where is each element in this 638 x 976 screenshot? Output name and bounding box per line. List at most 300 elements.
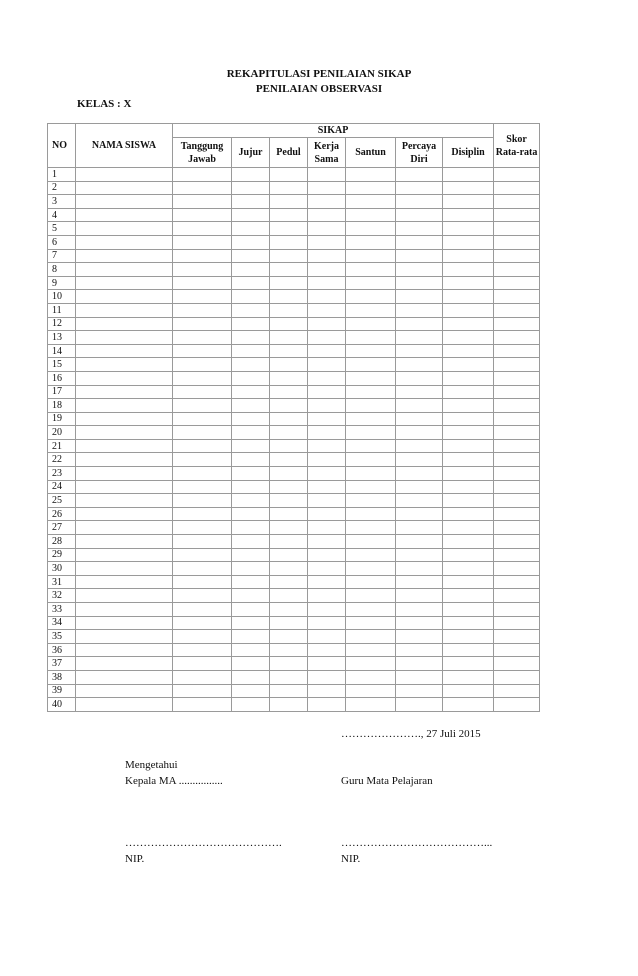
- empty-cell: [76, 575, 173, 589]
- empty-cell: [308, 235, 346, 249]
- empty-cell: [494, 480, 540, 494]
- empty-cell: [443, 208, 494, 222]
- empty-cell: [308, 657, 346, 671]
- empty-cell: [346, 249, 396, 263]
- empty-cell: [494, 439, 540, 453]
- empty-cell: [308, 208, 346, 222]
- empty-cell: [308, 643, 346, 657]
- empty-cell: [443, 494, 494, 508]
- empty-cell: [173, 684, 232, 698]
- empty-cell: [232, 208, 270, 222]
- row-number: 10: [48, 290, 76, 304]
- empty-cell: [173, 467, 232, 481]
- empty-cell: [346, 235, 396, 249]
- empty-cell: [308, 575, 346, 589]
- empty-cell: [270, 535, 308, 549]
- empty-cell: [396, 616, 443, 630]
- empty-cell: [232, 290, 270, 304]
- empty-cell: [173, 575, 232, 589]
- empty-cell: [443, 371, 494, 385]
- empty-cell: [443, 507, 494, 521]
- empty-cell: [173, 643, 232, 657]
- table-row: [48, 168, 540, 182]
- row-number: 20: [48, 426, 76, 440]
- empty-cell: [173, 453, 232, 467]
- table-row: [48, 657, 540, 671]
- empty-cell: [76, 507, 173, 521]
- empty-cell: [308, 303, 346, 317]
- empty-cell: [308, 562, 346, 576]
- empty-cell: [76, 657, 173, 671]
- empty-cell: [346, 630, 396, 644]
- empty-cell: [232, 684, 270, 698]
- empty-cell: [346, 548, 396, 562]
- empty-cell: [494, 412, 540, 426]
- empty-cell: [270, 399, 308, 413]
- empty-cell: [346, 195, 396, 209]
- empty-cell: [308, 263, 346, 277]
- empty-cell: [270, 195, 308, 209]
- empty-cell: [173, 535, 232, 549]
- kepala-label: Kepala MA ................: [125, 775, 223, 787]
- empty-cell: [76, 426, 173, 440]
- empty-cell: [270, 548, 308, 562]
- empty-cell: [76, 181, 173, 195]
- empty-cell: [346, 426, 396, 440]
- empty-cell: [308, 412, 346, 426]
- empty-cell: [346, 698, 396, 712]
- empty-cell: [173, 276, 232, 290]
- table-row: [48, 684, 540, 698]
- empty-cell: [270, 670, 308, 684]
- empty-cell: [270, 507, 308, 521]
- empty-cell: [232, 439, 270, 453]
- empty-cell: [76, 535, 173, 549]
- empty-cell: [396, 181, 443, 195]
- empty-cell: [173, 507, 232, 521]
- row-number: 12: [48, 317, 76, 331]
- empty-cell: [346, 643, 396, 657]
- empty-cell: [396, 535, 443, 549]
- empty-cell: [396, 589, 443, 603]
- header-nama-siswa: NAMA SISWA: [76, 124, 173, 168]
- row-number: 26: [48, 507, 76, 521]
- table-row: [48, 603, 540, 617]
- header-no: NO: [48, 124, 76, 168]
- empty-cell: [308, 684, 346, 698]
- empty-cell: [346, 358, 396, 372]
- empty-cell: [270, 480, 308, 494]
- empty-cell: [308, 698, 346, 712]
- row-number: 2: [48, 181, 76, 195]
- empty-cell: [232, 263, 270, 277]
- empty-cell: [76, 439, 173, 453]
- empty-cell: [494, 249, 540, 263]
- table-row: [48, 331, 540, 345]
- table-row: [48, 276, 540, 290]
- empty-cell: [494, 453, 540, 467]
- empty-cell: [232, 276, 270, 290]
- empty-cell: [346, 181, 396, 195]
- table-row: [48, 698, 540, 712]
- empty-cell: [494, 208, 540, 222]
- empty-cell: [308, 195, 346, 209]
- document-title: REKAPITULASI PENILAIAN SIKAP: [226, 68, 412, 80]
- empty-cell: [346, 222, 396, 236]
- empty-cell: [396, 684, 443, 698]
- table-row: [48, 344, 540, 358]
- row-number: 15: [48, 358, 76, 372]
- empty-cell: [396, 453, 443, 467]
- empty-cell: [173, 249, 232, 263]
- row-number: 6: [48, 235, 76, 249]
- empty-cell: [173, 439, 232, 453]
- signature-line-left: …………………………………….: [125, 837, 282, 849]
- empty-cell: [76, 616, 173, 630]
- empty-cell: [232, 616, 270, 630]
- empty-cell: [232, 575, 270, 589]
- empty-cell: [308, 439, 346, 453]
- empty-cell: [396, 290, 443, 304]
- empty-cell: [76, 317, 173, 331]
- empty-cell: [308, 222, 346, 236]
- empty-cell: [396, 249, 443, 263]
- empty-cell: [494, 317, 540, 331]
- row-number: 32: [48, 589, 76, 603]
- empty-cell: [396, 344, 443, 358]
- row-number: 11: [48, 303, 76, 317]
- empty-cell: [346, 303, 396, 317]
- table-row: [48, 535, 540, 549]
- empty-cell: [76, 208, 173, 222]
- empty-cell: [308, 467, 346, 481]
- empty-cell: [346, 263, 396, 277]
- assessment-table: [47, 123, 540, 712]
- row-number: 24: [48, 480, 76, 494]
- empty-cell: [308, 535, 346, 549]
- empty-cell: [232, 562, 270, 576]
- empty-cell: [232, 426, 270, 440]
- document-subtitle: PENILAIAN OBSERVASI: [255, 83, 383, 95]
- row-number: 29: [48, 548, 76, 562]
- empty-cell: [308, 385, 346, 399]
- empty-cell: [346, 480, 396, 494]
- table-row: [48, 562, 540, 576]
- nip-left: NIP.: [125, 853, 145, 865]
- empty-cell: [494, 603, 540, 617]
- empty-cell: [76, 467, 173, 481]
- empty-cell: [270, 317, 308, 331]
- empty-cell: [308, 548, 346, 562]
- empty-cell: [443, 603, 494, 617]
- empty-cell: [443, 358, 494, 372]
- empty-cell: [270, 290, 308, 304]
- empty-cell: [76, 494, 173, 508]
- empty-cell: [443, 670, 494, 684]
- row-number: 9: [48, 276, 76, 290]
- empty-cell: [346, 208, 396, 222]
- empty-cell: [308, 276, 346, 290]
- empty-cell: [76, 385, 173, 399]
- row-number: 17: [48, 385, 76, 399]
- empty-cell: [494, 371, 540, 385]
- empty-cell: [232, 657, 270, 671]
- empty-cell: [494, 276, 540, 290]
- empty-cell: [443, 331, 494, 345]
- empty-cell: [346, 603, 396, 617]
- empty-cell: [346, 507, 396, 521]
- row-number: 4: [48, 208, 76, 222]
- empty-cell: [270, 249, 308, 263]
- empty-cell: [232, 630, 270, 644]
- empty-cell: [270, 603, 308, 617]
- empty-cell: [270, 630, 308, 644]
- table-row: [48, 290, 540, 304]
- empty-cell: [443, 562, 494, 576]
- empty-cell: [270, 181, 308, 195]
- empty-cell: [232, 453, 270, 467]
- empty-cell: [396, 494, 443, 508]
- empty-cell: [346, 412, 396, 426]
- signature-line-right: …………………………………...: [341, 837, 493, 849]
- empty-cell: [173, 235, 232, 249]
- row-number: 34: [48, 616, 76, 630]
- empty-cell: [494, 643, 540, 657]
- empty-cell: [494, 521, 540, 535]
- empty-cell: [443, 249, 494, 263]
- empty-cell: [443, 317, 494, 331]
- empty-cell: [270, 684, 308, 698]
- empty-cell: [308, 371, 346, 385]
- empty-cell: [443, 195, 494, 209]
- empty-cell: [76, 344, 173, 358]
- empty-cell: [443, 548, 494, 562]
- empty-cell: [494, 494, 540, 508]
- empty-cell: [232, 507, 270, 521]
- empty-cell: [346, 467, 396, 481]
- empty-cell: [308, 168, 346, 182]
- row-number: 39: [48, 684, 76, 698]
- table-row: [48, 195, 540, 209]
- row-number: 16: [48, 371, 76, 385]
- empty-cell: [443, 222, 494, 236]
- empty-cell: [270, 371, 308, 385]
- empty-cell: [308, 453, 346, 467]
- empty-cell: [232, 249, 270, 263]
- header-kerja-sama: Kerja Sama: [308, 138, 346, 168]
- empty-cell: [443, 303, 494, 317]
- empty-cell: [270, 439, 308, 453]
- empty-cell: [270, 657, 308, 671]
- empty-cell: [173, 208, 232, 222]
- empty-cell: [443, 263, 494, 277]
- empty-cell: [443, 643, 494, 657]
- empty-cell: [308, 480, 346, 494]
- empty-cell: [173, 303, 232, 317]
- empty-cell: [76, 195, 173, 209]
- table-row: [48, 521, 540, 535]
- row-number: 5: [48, 222, 76, 236]
- empty-cell: [173, 331, 232, 345]
- empty-cell: [308, 344, 346, 358]
- empty-cell: [494, 670, 540, 684]
- empty-cell: [346, 589, 396, 603]
- empty-cell: [76, 643, 173, 657]
- date-line: …………………., 27 Juli 2015: [341, 728, 481, 740]
- empty-cell: [443, 412, 494, 426]
- empty-cell: [443, 630, 494, 644]
- empty-cell: [76, 521, 173, 535]
- empty-cell: [308, 249, 346, 263]
- table-row: [48, 575, 540, 589]
- empty-cell: [308, 630, 346, 644]
- empty-cell: [396, 480, 443, 494]
- empty-cell: [494, 657, 540, 671]
- empty-cell: [270, 426, 308, 440]
- table-row: [48, 399, 540, 413]
- empty-cell: [443, 181, 494, 195]
- empty-cell: [173, 344, 232, 358]
- empty-cell: [308, 521, 346, 535]
- empty-cell: [396, 168, 443, 182]
- empty-cell: [346, 371, 396, 385]
- empty-cell: [270, 385, 308, 399]
- table-row: [48, 235, 540, 249]
- table-row: [48, 208, 540, 222]
- empty-cell: [232, 303, 270, 317]
- empty-cell: [76, 589, 173, 603]
- row-number: 1: [48, 168, 76, 182]
- empty-cell: [76, 371, 173, 385]
- empty-cell: [76, 276, 173, 290]
- empty-cell: [270, 303, 308, 317]
- empty-cell: [270, 698, 308, 712]
- empty-cell: [76, 222, 173, 236]
- empty-cell: [232, 603, 270, 617]
- empty-cell: [494, 235, 540, 249]
- empty-cell: [76, 358, 173, 372]
- empty-cell: [396, 276, 443, 290]
- empty-cell: [173, 562, 232, 576]
- empty-cell: [346, 616, 396, 630]
- table-row: [48, 249, 540, 263]
- row-number: 33: [48, 603, 76, 617]
- row-number: 27: [48, 521, 76, 535]
- empty-cell: [232, 168, 270, 182]
- empty-cell: [232, 195, 270, 209]
- empty-cell: [173, 399, 232, 413]
- empty-cell: [346, 657, 396, 671]
- empty-cell: [76, 562, 173, 576]
- empty-cell: [494, 548, 540, 562]
- empty-cell: [173, 657, 232, 671]
- empty-cell: [173, 168, 232, 182]
- empty-cell: [396, 575, 443, 589]
- empty-cell: [396, 399, 443, 413]
- empty-cell: [346, 494, 396, 508]
- empty-cell: [173, 385, 232, 399]
- header-santun: Santun: [346, 138, 396, 168]
- empty-cell: [396, 467, 443, 481]
- empty-cell: [346, 317, 396, 331]
- empty-cell: [443, 453, 494, 467]
- empty-cell: [270, 494, 308, 508]
- empty-cell: [232, 521, 270, 535]
- empty-cell: [76, 670, 173, 684]
- empty-cell: [308, 317, 346, 331]
- table-row: [48, 317, 540, 331]
- empty-cell: [396, 195, 443, 209]
- empty-cell: [308, 358, 346, 372]
- header-tanggung-jawab: Tanggung Jawab: [173, 138, 232, 168]
- empty-cell: [443, 616, 494, 630]
- table-row: [48, 480, 540, 494]
- empty-cell: [232, 317, 270, 331]
- empty-cell: [396, 698, 443, 712]
- table-row: [48, 263, 540, 277]
- table-row: [48, 181, 540, 195]
- empty-cell: [76, 603, 173, 617]
- empty-cell: [443, 344, 494, 358]
- empty-cell: [232, 344, 270, 358]
- row-number: 19: [48, 412, 76, 426]
- empty-cell: [308, 290, 346, 304]
- empty-cell: [443, 575, 494, 589]
- empty-cell: [232, 670, 270, 684]
- row-number: 30: [48, 562, 76, 576]
- empty-cell: [232, 385, 270, 399]
- empty-cell: [443, 521, 494, 535]
- empty-cell: [308, 426, 346, 440]
- empty-cell: [443, 426, 494, 440]
- nip-right: NIP.: [341, 853, 361, 865]
- empty-cell: [396, 670, 443, 684]
- empty-cell: [396, 439, 443, 453]
- row-number: 40: [48, 698, 76, 712]
- empty-cell: [76, 168, 173, 182]
- empty-cell: [346, 670, 396, 684]
- empty-cell: [76, 630, 173, 644]
- empty-cell: [173, 371, 232, 385]
- empty-cell: [396, 630, 443, 644]
- empty-cell: [396, 562, 443, 576]
- empty-cell: [494, 168, 540, 182]
- empty-cell: [346, 521, 396, 535]
- empty-cell: [270, 222, 308, 236]
- empty-cell: [232, 467, 270, 481]
- class-label: KELAS : X: [77, 98, 132, 110]
- empty-cell: [308, 399, 346, 413]
- header-disiplin: Disiplin: [443, 138, 494, 168]
- empty-cell: [443, 535, 494, 549]
- empty-cell: [396, 235, 443, 249]
- empty-cell: [76, 548, 173, 562]
- empty-cell: [494, 507, 540, 521]
- row-number: 18: [48, 399, 76, 413]
- empty-cell: [308, 507, 346, 521]
- empty-cell: [494, 263, 540, 277]
- header-peduli: Pedul: [270, 138, 308, 168]
- empty-cell: [396, 331, 443, 345]
- table-row: [48, 371, 540, 385]
- empty-cell: [443, 385, 494, 399]
- row-number: 23: [48, 467, 76, 481]
- table-row: [48, 616, 540, 630]
- empty-cell: [173, 222, 232, 236]
- empty-cell: [173, 670, 232, 684]
- empty-cell: [443, 399, 494, 413]
- table-row: [48, 439, 540, 453]
